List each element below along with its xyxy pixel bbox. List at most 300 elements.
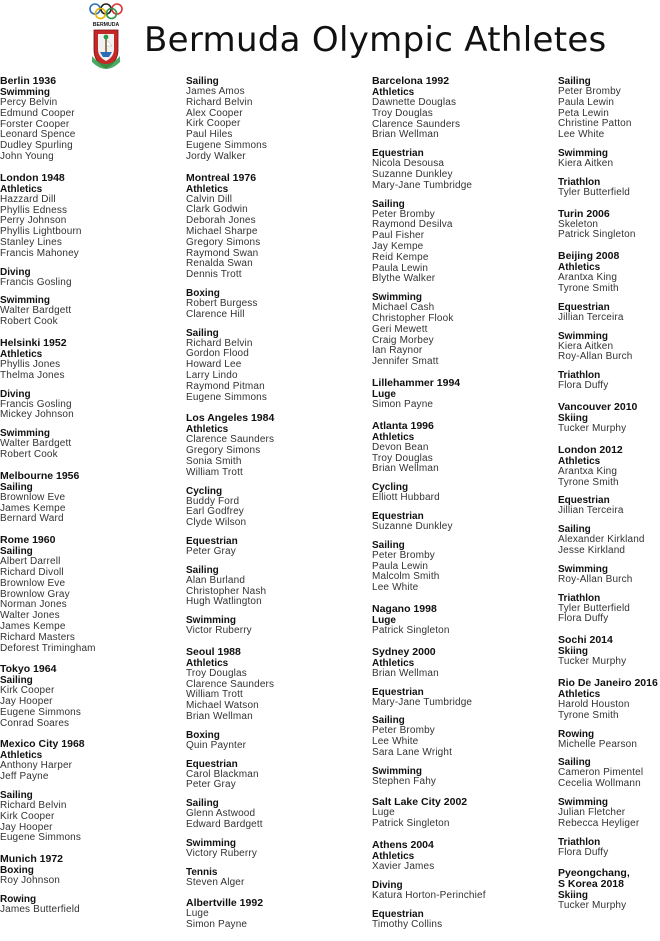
athlete-name: Brian Wellman [372,463,439,475]
sport-heading: Athletics [372,657,415,669]
games-section [0,471,96,525]
sport-group [186,798,274,831]
athlete-name: Geri Mewett [372,323,428,335]
athlete-name: Francis Mahoney [0,247,79,259]
athlete-name: Eugene Simmons [0,832,82,844]
sport-group [0,546,96,654]
sport-group [372,540,486,594]
games-section [0,535,96,654]
sport-group [372,909,486,931]
sport-heading: Luge [372,614,396,626]
games-section [372,604,486,637]
athlete-name: Phyllis Lightbourn [0,226,82,238]
athlete-name: Alexander Kirkland [558,534,645,546]
sport-heading: Swimming [558,330,609,342]
athlete-name: Kirk Cooper [0,685,55,697]
sport-heading: Athletics [0,183,43,195]
athlete-name: Michael Watson [186,700,259,712]
sport-group [558,524,658,557]
athlete-name: Mary-Jane Tumbridge [372,696,473,708]
sport-heading: Sailing [186,76,219,87]
athlete-name: Michael Cash [372,302,435,314]
athlete-name: Paula Lewin [372,560,429,572]
sport-group [372,808,486,830]
athlete-name: Dudley Spurling [0,140,73,152]
sport-group [0,295,96,328]
athlete-name: Eugene Simmons [0,706,82,718]
athlete-name: Leonard Spence [0,129,76,141]
games-column-1 [0,76,96,926]
athlete-name: Jay Hooper [0,696,53,708]
athlete-name: Raymond Swan [186,247,259,259]
games-section [558,678,658,858]
athlete-name: Brownlow Eve [0,577,66,589]
athlete-name: Raymond Pitman [186,380,265,392]
athlete-name: Tyler Butterfield [558,186,631,198]
athlete-name: Victory Ruberry [186,847,257,859]
sport-heading: Swimming [186,615,237,627]
athlete-name: Jesse Kirkland [558,544,626,556]
games-section [186,76,274,163]
sport-group [0,750,96,783]
sport-heading: Swimming [558,563,609,575]
athlete-name: Peter Bromby [372,208,435,220]
athlete-name: Peter Gray [186,779,236,791]
athlete-name: Simon Payne [372,398,434,410]
athlete-name: Richard Masters [0,631,76,643]
athlete-name: Jillian Terceira [558,505,624,517]
athlete-name: James Butterfield [0,904,80,916]
athlete-name: Perry Johnson [0,215,67,227]
athlete-name: Timothy Collins [372,918,443,930]
athlete-name: Paula Lewin [558,96,615,108]
athlete-name: Walter Bardgett [0,305,72,317]
games-section [186,413,274,637]
sport-heading: Athletics [372,851,415,863]
athlete-name: Gordon Flood [186,348,249,360]
athlete-name: Clarence Hill [186,308,245,320]
athlete-name: Tyler Butterfield [558,602,631,614]
athlete-name: William Trott [186,689,243,701]
athlete-name: Peter Bromby [372,725,435,737]
sport-heading: Rowing [558,728,595,740]
sport-group [558,689,658,722]
sport-group [372,292,486,368]
athlete-name: Richard Divoll [0,566,64,578]
games-section [372,378,486,411]
games-title: Lillehammer 1994 [372,376,461,389]
athlete-name: Dennis Trott [186,269,242,281]
athlete-name: Stanley Lines [0,236,62,248]
athlete-name: James Amos [186,86,245,97]
sport-group [372,851,486,873]
sport-heading: Athletics [186,424,229,436]
athlete-name: Norman Jones [0,599,67,611]
games-section [186,898,274,931]
sport-group [0,894,96,916]
athlete-name: Devon Bean [372,441,429,453]
athlete-name: Michelle Pearson [558,738,638,750]
athlete-name: Richard Belvin [186,96,253,108]
sport-heading: Luge [372,388,396,400]
athlete-name: Peter Bromby [372,549,435,561]
sport-group [186,565,274,608]
athlete-name: Mary-Jane Tumbridge [372,179,473,191]
sport-group [558,564,658,586]
sport-heading: Athletics [558,688,601,700]
athlete-name: Troy Douglas [372,452,433,464]
athlete-name: Hugh Watlington [186,596,262,608]
athlete-name: Reid Kempe [372,251,429,263]
athlete-name: Robert Cook [0,448,58,460]
games-title: Beijing 2008 [558,250,620,263]
athlete-name: Craig Morbey [372,334,434,346]
sport-heading: Athletics [186,183,229,195]
sport-group [558,76,658,141]
athlete-name: Eugene Simmons [186,139,268,151]
athlete-name: William Trott [186,466,243,478]
games-title: Mexico City 1968 [0,738,85,751]
sport-group [372,511,486,533]
sport-group [372,482,486,504]
athlete-name: Nicola Desousa [372,158,445,170]
athlete-name: Gregory Simons [186,236,261,248]
athlete-name: Robert Burgess [186,297,258,309]
games-section [0,76,96,163]
sport-group [372,389,486,411]
sport-heading: Equestrian [186,758,238,770]
sport-heading: Sailing [186,564,219,576]
athlete-name: Patrick Singleton [558,229,636,241]
sport-group [372,715,486,758]
sport-heading: Rowing [0,894,37,906]
games-title: Tokyo 1964 [0,663,57,676]
sport-group [186,867,274,889]
sport-group [186,328,274,404]
athlete-name: Peter Gray [186,545,236,557]
athlete-name: Brownlow Eve [0,491,66,503]
games-title: Rome 1960 [0,534,56,547]
athlete-name: Brian Wellman [372,667,439,679]
games-column-3 [372,76,486,940]
athlete-name: Suzanne Dunkley [372,520,453,532]
athlete-name: Michael Sharpe [186,225,258,237]
athlete-name: Clyde Wilson [186,517,247,529]
games-title: Vancouver 2010 [558,400,638,413]
sport-heading: Skiing [558,890,589,902]
sport-heading: Sailing [0,675,33,687]
games-section [186,647,274,889]
athlete-name: Phyllis Jones [0,358,61,370]
sport-heading: Skiing [558,412,589,424]
athlete-name: Christopher Flook [372,312,454,324]
athlete-name: Patrick Singleton [372,624,450,636]
sport-group [558,646,658,668]
sport-group [186,424,274,478]
sport-heading: Equestrian [372,148,424,160]
sport-heading: Swimming [558,796,609,808]
athlete-name: Flora Duffy [558,613,609,625]
athlete-name: Paula Lewin [372,262,429,274]
sport-heading: Boxing [186,287,220,299]
sport-heading: Sailing [372,539,405,551]
games-title: Atlanta 1996 [372,419,434,432]
sport-group [558,495,658,517]
sport-group [186,730,274,752]
athlete-name: Edward Bardgett [186,819,263,831]
athlete-name: Carol Blackman [186,768,259,780]
sport-heading: Athletics [0,348,43,360]
sport-group [0,790,96,844]
athlete-name: Tucker Murphy [558,900,627,912]
olympic-rings-icon [90,4,122,19]
athlete-name: Lee White [372,736,419,748]
sport-heading: Swimming [372,292,423,304]
athlete-name: Francis Gosling [0,276,72,288]
athlete-name: Steven Alger [186,876,245,888]
athlete-name: Christine Patton [558,118,632,130]
athlete-name: Jillian Terceira [558,311,624,323]
sport-group [186,658,274,723]
athlete-name: Deforest Trimingham [0,642,96,654]
sport-heading: Triathlon [558,176,601,188]
athlete-name: Clarence Saunders [372,118,461,130]
sport-group [186,759,274,792]
athlete-name: Walter Bardgett [0,438,72,450]
athlete-name: Clarence Saunders [186,434,275,446]
sport-heading: Triathlon [558,836,601,848]
games-title: Albertville 1992 [186,897,264,910]
sport-group [0,349,96,382]
games-section [372,647,486,788]
athlete-name: Roy-Allan Burch [558,351,633,363]
sport-group [372,87,486,141]
athlete-name: Phyllis Edness [0,204,68,216]
athlete-name: Anthony Harper [0,760,73,772]
athlete-name: Richard Belvin [186,337,253,349]
athlete-name: Christopher Nash [186,585,267,597]
athlete-name: Malcolm Smith [372,571,440,583]
sport-heading: Sailing [0,790,33,802]
sport-heading: Swimming [372,765,423,777]
games-section [372,76,486,368]
athlete-name: Bernard Ward [0,513,64,525]
sport-heading: Equestrian [558,495,610,507]
sport-group [372,199,486,286]
page-title: Bermuda Olympic Athletes [144,20,607,60]
sport-group [558,262,658,295]
sport-group [558,729,658,751]
athlete-name: Xavier James [372,861,435,873]
games-section [558,209,658,242]
games-title: Pyeongchang, [558,867,630,880]
sport-group [186,838,274,860]
sport-group [558,331,658,364]
athlete-name: Suzanne Dunkley [372,168,453,180]
athlete-name: Flora Duffy [558,846,609,858]
athlete-name: Jennifer Smatt [372,356,439,368]
games-section [0,739,96,844]
sport-heading: Athletics [558,262,601,274]
sport-heading: Triathlon [558,592,601,604]
athlete-name: Alex Cooper [186,107,243,119]
sport-heading: Sailing [372,198,405,210]
athlete-name: Rebecca Heyliger [558,817,640,829]
sport-heading: Tennis [186,866,218,878]
athlete-name: Jay Hooper [0,821,53,833]
athlete-name: Percy Belvin [0,97,58,108]
sport-heading: Equestrian [372,686,424,698]
athlete-name: Kiera Aitken [558,340,614,352]
games-title: Barcelona 1992 [372,75,450,87]
sport-group [0,675,96,729]
athlete-name: Clarence Saunders [186,678,275,690]
games-title: Nagano 1998 [372,602,437,615]
sport-heading: Swimming [186,837,237,849]
games-section [0,338,96,461]
athlete-name: Sonia Smith [186,455,242,467]
athlete-name: Sara Lane Wright [372,746,453,758]
athlete-name: Eugene Simmons [186,391,268,403]
athlete-name: John Young [0,150,54,162]
sport-group [558,148,658,170]
sport-group [0,428,96,461]
athlete-name: Hazzard Dill [0,193,56,205]
athlete-name: Kiera Aitken [558,157,614,169]
sport-group [372,658,486,680]
athlete-name: Arantxa King [558,272,618,284]
sport-heading: Cycling [372,482,409,494]
athlete-name: Brian Wellman [372,129,439,141]
sport-group [558,837,658,859]
svg-text:BERMUDA: BERMUDA [92,22,120,28]
athlete-name: Cameron Pimentel [558,767,644,779]
athlete-name: Thelma Jones [0,369,65,381]
sport-group [558,456,658,489]
sport-group [558,593,658,626]
sport-heading: Diving [0,388,31,400]
sport-group [0,482,96,525]
athlete-name: Robert Cook [0,316,58,328]
sport-group [0,184,96,260]
sport-heading: Athletics [372,87,415,98]
sport-group [372,687,486,709]
games-section [0,854,96,916]
games-section [186,173,274,404]
athlete-name: Roy Johnson [0,875,61,887]
games-title: Melbourne 1956 [0,469,80,482]
athlete-name: Stephen Fahy [372,775,437,787]
bermuda-olympic-logo [86,2,132,74]
games-section [558,402,658,435]
athlete-name: Calvin Dill [186,193,233,205]
sport-group [558,890,658,912]
games-title: London 2012 [558,443,623,456]
sport-group [186,909,274,931]
athlete-name: Ian Raynor [372,345,423,357]
athlete-name: Dawnette Douglas [372,97,457,108]
sport-heading: Athletics [372,431,415,443]
athlete-name: Howard Lee [186,359,242,371]
sport-heading: Sailing [186,327,219,339]
games-title: Salt Lake City 2002 [372,796,468,809]
sport-heading: Triathlon [558,370,601,382]
athlete-name: Simon Payne [186,919,248,931]
games-section [558,635,658,668]
sport-heading: Sailing [0,481,33,493]
athlete-name: Lee White [372,582,419,594]
sport-group [186,486,274,529]
sport-group [186,615,274,637]
sport-heading: Sailing [558,524,591,536]
athlete-name: Julian Fletcher [558,806,626,818]
games-title: Sochi 2014 [558,634,613,647]
athlete-name: Katura Horton-Perinchief [372,889,486,901]
sport-group [186,288,274,321]
athlete-name: Peter Bromby [558,86,621,97]
games-column-4 [558,76,658,922]
athlete-name: Conrad Soares [0,717,70,729]
athlete-name: Tyrone Smith [558,476,619,488]
games-section [558,868,658,912]
athlete-name: Deborah Jones [186,215,256,227]
games-title: Seoul 1988 [186,645,241,658]
sport-heading: Swimming [0,428,51,440]
sport-heading: Athletics [0,750,43,762]
sport-group [372,615,486,637]
sport-heading: Skiing [558,646,589,658]
athlete-name: Edmund Cooper [0,107,75,119]
athlete-name: Raymond Desilva [372,219,453,231]
sport-heading: Boxing [186,729,220,741]
athlete-name: Troy Douglas [372,107,433,119]
sport-heading: Sailing [558,76,591,87]
games-section [0,173,96,328]
games-title: Rio De Janeiro 2016 [558,676,658,689]
athlete-name: Francis Gosling [0,398,72,410]
sport-heading: Diving [372,879,403,891]
sport-group [558,413,658,435]
athlete-name: Jeff Payne [0,771,49,783]
games-title: Munich 1972 [0,853,64,866]
athlete-name: Quin Paynter [186,739,247,751]
sport-group [558,177,658,199]
athlete-name: Paul Hiles [186,129,233,141]
games-section [372,840,486,930]
athlete-name: Troy Douglas [186,667,247,679]
sport-heading: Sailing [558,757,591,769]
games-title: Turin 2006 [558,207,610,220]
athlete-name: Albert Darrell [0,556,61,568]
athlete-name: Flora Duffy [558,380,609,392]
athlete-name: Jay Kempe [372,240,424,252]
games-section [558,76,658,199]
sport-group [186,76,274,163]
athlete-name: Brownlow Gray [0,588,70,600]
sport-group [0,267,96,289]
games-title: Sydney 2000 [372,645,436,658]
athlete-name: Forster Cooper [0,118,70,130]
games-section [372,421,486,594]
athlete-name: Renalda Swan [186,258,253,270]
games-section [558,445,658,625]
sport-group [0,865,96,887]
athlete-name: Lee White [558,129,605,141]
games-section [372,797,486,830]
athlete-name: Luge [372,807,395,819]
sport-heading: Diving [0,266,31,278]
athlete-name: Tyrone Smith [558,709,619,721]
